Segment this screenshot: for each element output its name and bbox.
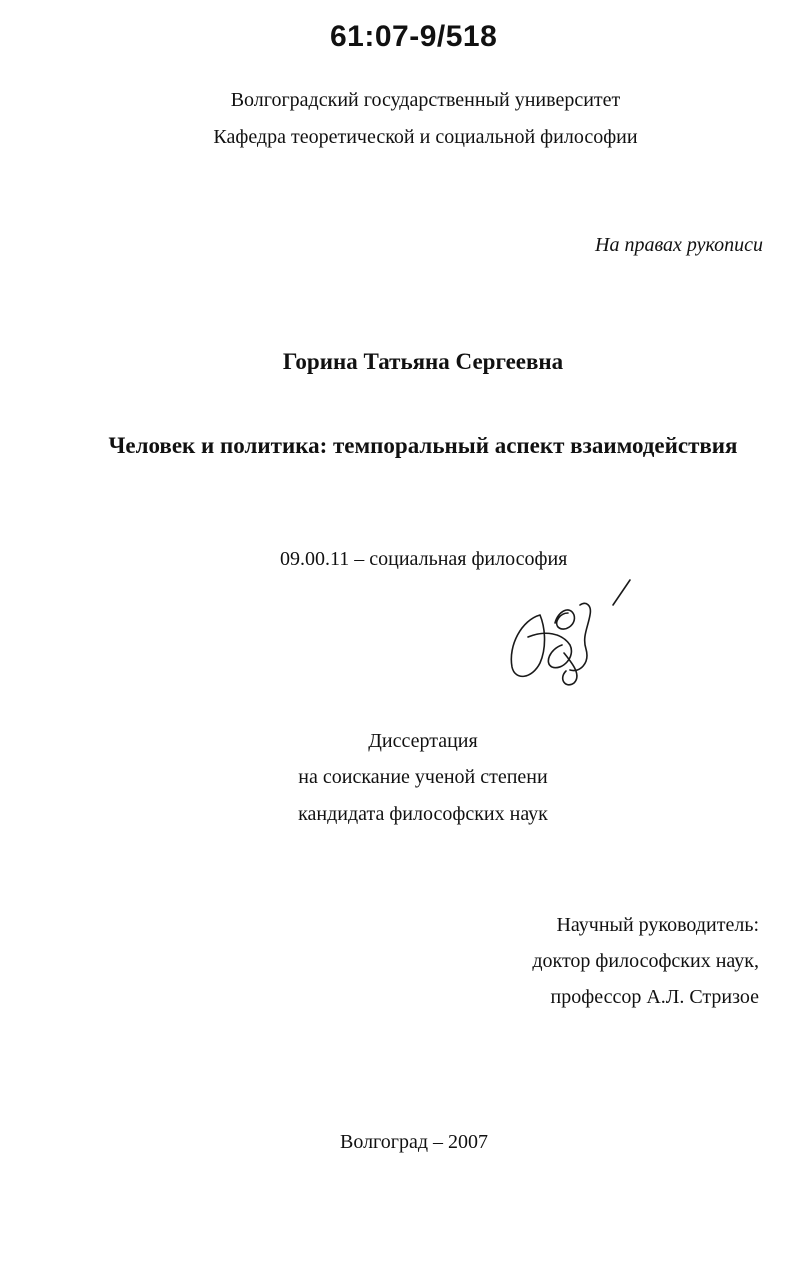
handwritten-signature	[500, 575, 640, 690]
supervisor-degree: доктор философских наук,	[532, 950, 759, 972]
degree-line: на соискание ученой степени	[298, 766, 548, 788]
specialty-code: 09.00.11 – социальная философия	[280, 548, 568, 570]
supervisor-label: Научный руководитель:	[556, 914, 759, 936]
author-name: Горина Татьяна Сергеевна	[282, 349, 564, 374]
dissertation-title: Человек и политика: темпоральный аспект взаимодействия	[108, 433, 738, 458]
signature-stroke-2	[528, 633, 571, 667]
rights-note: На правах рукописи	[595, 234, 763, 256]
city-year: Волгоград – 2007	[340, 1131, 489, 1153]
signature-stroke-1	[511, 615, 544, 676]
university-name: Волгоградский государственный университет	[230, 89, 621, 111]
supervisor-name: профессор А.Л. Стризое	[550, 986, 759, 1008]
department-name: Кафедра теоретической и социальной философии	[213, 126, 638, 148]
catalog-number: 61:07-9/518	[330, 20, 498, 53]
degree-field: кандидата философских наук	[298, 803, 548, 825]
dissertation-label: Диссертация	[368, 730, 478, 752]
signature-stroke-6	[613, 580, 630, 605]
signature-stroke-3	[555, 610, 574, 629]
